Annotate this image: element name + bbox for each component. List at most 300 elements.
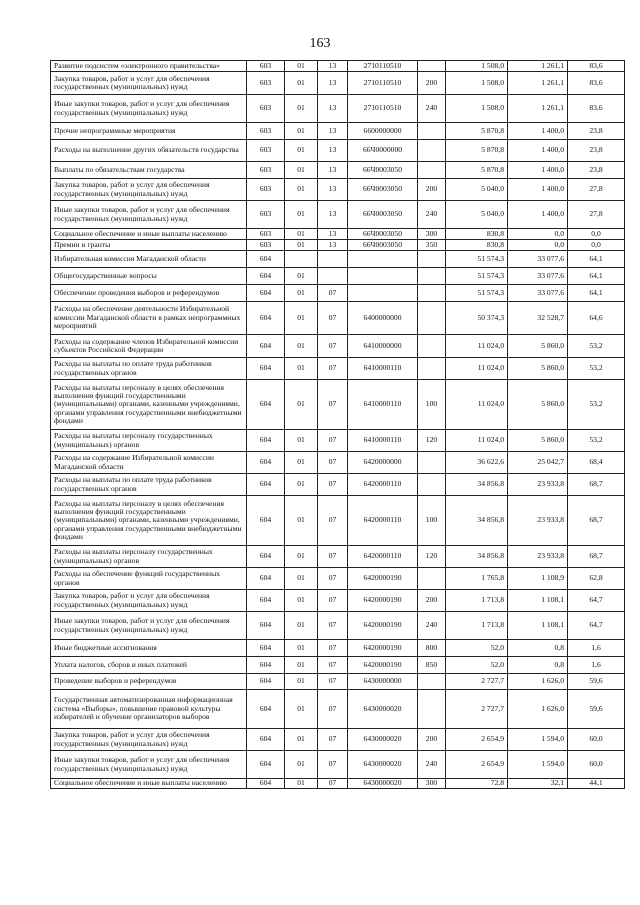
row-actual-amount: 5 860,0 — [508, 380, 568, 430]
row-ved-code: 604 — [247, 657, 285, 674]
row-plan-amount: 52,0 — [446, 640, 508, 657]
table-row — [51, 229, 625, 240]
row-target-article: 6410000000 — [348, 335, 418, 358]
row-section-code: 01 — [285, 751, 318, 779]
row-expense-type: 240 — [418, 612, 446, 640]
row-plan-amount: 830,8 — [446, 240, 508, 251]
row-name: Проведение выборов и референдумов — [51, 674, 247, 690]
row-target-article — [348, 285, 418, 302]
row-subsection-code — [318, 251, 348, 268]
row-name: Развитие подсистем «электронного правительства» — [51, 61, 247, 72]
row-section-code: 01 — [285, 690, 318, 729]
row-plan-amount: 51 574,3 — [446, 268, 508, 285]
row-section-code: 01 — [285, 430, 318, 452]
table-row — [51, 335, 625, 358]
row-plan-amount: 5 870,8 — [446, 162, 508, 179]
row-percent-executed: 68,7 — [568, 496, 625, 546]
row-section-code: 01 — [285, 657, 318, 674]
row-actual-amount: 1 626,0 — [508, 674, 568, 690]
row-target-article: 6420000190 — [348, 590, 418, 612]
table-row — [51, 358, 625, 380]
row-section-code: 01 — [285, 302, 318, 335]
table-row — [51, 95, 625, 123]
row-expense-type — [418, 568, 446, 590]
row-actual-amount: 0,8 — [508, 640, 568, 657]
row-expense-type: 200 — [418, 179, 446, 201]
row-percent-executed: 23,8 — [568, 140, 625, 162]
row-subsection-code: 07 — [318, 358, 348, 380]
table-row — [51, 285, 625, 302]
row-subsection-code: 07 — [318, 590, 348, 612]
row-name: Закупка товаров, работ и услуг для обеспечения государственных (муниципальных) нужд — [51, 590, 247, 612]
table-row — [51, 123, 625, 140]
row-plan-amount: 1 508,0 — [446, 95, 508, 123]
row-target-article: 66Ч0003050 — [348, 229, 418, 240]
row-percent-executed: 83,6 — [568, 72, 625, 95]
row-actual-amount: 33 077,6 — [508, 268, 568, 285]
row-percent-executed: 27,8 — [568, 201, 625, 229]
row-expense-type — [418, 690, 446, 729]
row-subsection-code: 07 — [318, 674, 348, 690]
row-section-code: 01 — [285, 179, 318, 201]
row-expense-type: 100 — [418, 496, 446, 546]
row-percent-executed: 23,8 — [568, 123, 625, 140]
row-subsection-code: 07 — [318, 430, 348, 452]
row-ved-code: 604 — [247, 568, 285, 590]
row-expense-type: 120 — [418, 430, 446, 452]
row-target-article: 6430000020 — [348, 779, 418, 789]
table-row — [51, 729, 625, 751]
table-row — [51, 201, 625, 229]
row-plan-amount: 1 713,8 — [446, 590, 508, 612]
row-expense-type — [418, 674, 446, 690]
row-expense-type — [418, 335, 446, 358]
row-subsection-code: 07 — [318, 751, 348, 779]
row-target-article: 66Ч0003050 — [348, 240, 418, 251]
row-ved-code: 604 — [247, 380, 285, 430]
row-actual-amount: 23 933,8 — [508, 546, 568, 568]
row-target-article: 6420000190 — [348, 568, 418, 590]
row-percent-executed: 53,2 — [568, 335, 625, 358]
row-subsection-code: 07 — [318, 690, 348, 729]
row-name: Расходы на выплаты персоналу государственных (муниципальных) органов — [51, 430, 247, 452]
row-name: Расходы на содержание Избирательной комиссии Магаданской области — [51, 452, 247, 474]
budget-table — [50, 60, 625, 789]
row-expense-type — [418, 268, 446, 285]
row-actual-amount: 1 108,1 — [508, 612, 568, 640]
row-subsection-code: 07 — [318, 657, 348, 674]
row-expense-type — [418, 123, 446, 140]
row-percent-executed: 53,2 — [568, 430, 625, 452]
row-name: Расходы на выплаты персоналу государственных (муниципальных) органов — [51, 546, 247, 568]
row-section-code: 01 — [285, 358, 318, 380]
row-subsection-code: 07 — [318, 612, 348, 640]
row-percent-executed: 0,0 — [568, 229, 625, 240]
row-percent-executed: 27,8 — [568, 179, 625, 201]
row-target-article: 6420000110 — [348, 474, 418, 496]
row-subsection-code: 07 — [318, 452, 348, 474]
row-subsection-code: 07 — [318, 302, 348, 335]
row-subsection-code: 07 — [318, 546, 348, 568]
row-name: Социальное обеспечение и иные выплаты населению — [51, 229, 247, 240]
row-expense-type: 200 — [418, 590, 446, 612]
row-ved-code: 604 — [247, 729, 285, 751]
table-row — [51, 179, 625, 201]
row-plan-amount: 2 727,7 — [446, 690, 508, 729]
row-section-code: 01 — [285, 612, 318, 640]
row-plan-amount: 50 374,3 — [446, 302, 508, 335]
row-ved-code: 604 — [247, 690, 285, 729]
row-actual-amount: 1 400,0 — [508, 201, 568, 229]
row-target-article: 66Ч0003050 — [348, 201, 418, 229]
row-subsection-code: 13 — [318, 201, 348, 229]
row-percent-executed: 68,7 — [568, 474, 625, 496]
row-section-code: 01 — [285, 95, 318, 123]
row-actual-amount: 1 400,0 — [508, 140, 568, 162]
row-subsection-code: 07 — [318, 496, 348, 546]
row-section-code: 01 — [285, 240, 318, 251]
row-name: Избирательная комиссия Магаданской области — [51, 251, 247, 268]
row-actual-amount: 1 400,0 — [508, 123, 568, 140]
row-expense-type: 300 — [418, 229, 446, 240]
row-percent-executed: 64,7 — [568, 590, 625, 612]
row-ved-code: 603 — [247, 179, 285, 201]
row-target-article: 6420000110 — [348, 496, 418, 546]
row-actual-amount: 1 400,0 — [508, 162, 568, 179]
row-plan-amount: 52,0 — [446, 657, 508, 674]
row-subsection-code: 07 — [318, 335, 348, 358]
row-ved-code: 603 — [247, 201, 285, 229]
row-ved-code: 604 — [247, 751, 285, 779]
row-plan-amount: 5 870,8 — [446, 140, 508, 162]
table-row — [51, 61, 625, 72]
row-section-code: 01 — [285, 229, 318, 240]
row-ved-code: 603 — [247, 95, 285, 123]
row-plan-amount: 5 870,8 — [446, 123, 508, 140]
table-row — [51, 546, 625, 568]
row-target-article: 6420000190 — [348, 657, 418, 674]
row-target-article: 6410000110 — [348, 358, 418, 380]
table-row — [51, 302, 625, 335]
row-subsection-code: 07 — [318, 640, 348, 657]
row-percent-executed: 64,1 — [568, 268, 625, 285]
table-row — [51, 779, 625, 789]
row-name: Расходы на обеспечение функций государственных органов — [51, 568, 247, 590]
row-name: Иные закупки товаров, работ и услуг для обеспечения государственных (муниципальных) нужд — [51, 612, 247, 640]
row-section-code: 01 — [285, 546, 318, 568]
row-actual-amount: 5 860,0 — [508, 430, 568, 452]
row-plan-amount: 2 727,7 — [446, 674, 508, 690]
row-actual-amount: 0,0 — [508, 240, 568, 251]
row-actual-amount: 1 261,1 — [508, 61, 568, 72]
row-actual-amount: 5 860,0 — [508, 335, 568, 358]
row-percent-executed: 1,6 — [568, 640, 625, 657]
table-row — [51, 590, 625, 612]
row-subsection-code: 13 — [318, 61, 348, 72]
row-target-article: 66Ч0003050 — [348, 179, 418, 201]
row-ved-code: 604 — [247, 474, 285, 496]
table-row — [51, 268, 625, 285]
row-target-article: 6420000000 — [348, 452, 418, 474]
row-expense-type: 120 — [418, 546, 446, 568]
row-subsection-code: 13 — [318, 95, 348, 123]
row-expense-type: 100 — [418, 380, 446, 430]
row-actual-amount: 1 261,1 — [508, 95, 568, 123]
table-row — [51, 251, 625, 268]
row-expense-type — [418, 302, 446, 335]
row-percent-executed: 62,8 — [568, 568, 625, 590]
row-percent-executed: 53,2 — [568, 358, 625, 380]
row-section-code: 01 — [285, 162, 318, 179]
row-subsection-code: 13 — [318, 229, 348, 240]
row-actual-amount: 1 261,1 — [508, 72, 568, 95]
row-plan-amount: 1 508,0 — [446, 61, 508, 72]
row-ved-code: 604 — [247, 358, 285, 380]
row-name: Обеспечение проведения выборов и референдумов — [51, 285, 247, 302]
row-percent-executed: 60,0 — [568, 751, 625, 779]
row-expense-type — [418, 61, 446, 72]
row-percent-executed: 68,4 — [568, 452, 625, 474]
row-target-article — [348, 268, 418, 285]
row-plan-amount: 51 574,3 — [446, 285, 508, 302]
row-actual-amount: 33 077,6 — [508, 285, 568, 302]
row-ved-code: 604 — [247, 640, 285, 657]
row-subsection-code: 13 — [318, 140, 348, 162]
row-plan-amount: 51 574,3 — [446, 251, 508, 268]
row-expense-type — [418, 162, 446, 179]
row-expense-type: 300 — [418, 779, 446, 789]
row-percent-executed: 23,8 — [568, 162, 625, 179]
row-ved-code: 604 — [247, 496, 285, 546]
table-row — [51, 657, 625, 674]
table-row — [51, 140, 625, 162]
row-name: Закупка товаров, работ и услуг для обеспечения государственных (муниципальных) нужд — [51, 179, 247, 201]
row-name: Закупка товаров, работ и услуг для обеспечения государственных (муниципальных) нужд — [51, 729, 247, 751]
row-name: Социальное обеспечение и иные выплаты населению — [51, 779, 247, 789]
row-expense-type — [418, 452, 446, 474]
row-subsection-code: 13 — [318, 240, 348, 251]
table-row — [51, 690, 625, 729]
row-percent-executed: 83,6 — [568, 95, 625, 123]
row-expense-type: 240 — [418, 201, 446, 229]
row-section-code: 01 — [285, 201, 318, 229]
table-row — [51, 568, 625, 590]
row-name: Расходы на выплаты персоналу в целях обеспечения выполнения функций государственными (муниципальными) органами, казенными учреждениями, органами управления государственными внебюджетными фондами — [51, 496, 247, 546]
row-percent-executed: 44,1 — [568, 779, 625, 789]
table-row — [51, 380, 625, 430]
row-section-code: 01 — [285, 674, 318, 690]
row-target-article: 6420000190 — [348, 640, 418, 657]
row-target-article: 6430000020 — [348, 751, 418, 779]
table-row — [51, 162, 625, 179]
table-row — [51, 496, 625, 546]
page-number: 163 — [309, 36, 331, 51]
row-target-article: 2710110510 — [348, 61, 418, 72]
row-subsection-code: 07 — [318, 285, 348, 302]
row-plan-amount: 34 856,8 — [446, 474, 508, 496]
row-target-article: 6420000110 — [348, 546, 418, 568]
row-expense-type — [418, 140, 446, 162]
row-subsection-code — [318, 268, 348, 285]
row-plan-amount: 72,8 — [446, 779, 508, 789]
row-actual-amount: 1 594,0 — [508, 729, 568, 751]
row-actual-amount: 32 528,7 — [508, 302, 568, 335]
row-name: Иные бюджетные ассигнования — [51, 640, 247, 657]
row-subsection-code: 13 — [318, 162, 348, 179]
row-name: Выплаты по обязательствам государства — [51, 162, 247, 179]
row-plan-amount: 2 654,9 — [446, 751, 508, 779]
row-plan-amount: 1 765,8 — [446, 568, 508, 590]
row-percent-executed: 0,0 — [568, 240, 625, 251]
row-percent-executed: 64,7 — [568, 612, 625, 640]
row-plan-amount: 1 713,8 — [446, 612, 508, 640]
row-subsection-code: 07 — [318, 568, 348, 590]
row-expense-type: 200 — [418, 729, 446, 751]
row-ved-code: 604 — [247, 590, 285, 612]
row-name: Иные закупки товаров, работ и услуг для обеспечения государственных (муниципальных) нужд — [51, 201, 247, 229]
row-plan-amount: 34 856,8 — [446, 496, 508, 546]
row-plan-amount: 11 024,0 — [446, 335, 508, 358]
row-section-code: 01 — [285, 590, 318, 612]
row-section-code: 01 — [285, 729, 318, 751]
row-ved-code: 604 — [247, 674, 285, 690]
row-section-code: 01 — [285, 140, 318, 162]
row-actual-amount: 1 626,0 — [508, 690, 568, 729]
row-name: Расходы на выплаты персоналу в целях обеспечения выполнения функций государственными (муниципальными) органами, казенными учреждениями, органами управления государственными внебюджетными фондами — [51, 380, 247, 430]
row-expense-type — [418, 358, 446, 380]
row-target-article: 66Ч0003050 — [348, 162, 418, 179]
row-name: Прочие непрограммные мероприятия — [51, 123, 247, 140]
row-target-article: 66Ч0000000 — [348, 140, 418, 162]
row-percent-executed: 83,6 — [568, 61, 625, 72]
row-subsection-code: 07 — [318, 779, 348, 789]
row-section-code: 01 — [285, 123, 318, 140]
row-percent-executed: 59,6 — [568, 674, 625, 690]
row-percent-executed: 53,2 — [568, 380, 625, 430]
table-row — [51, 452, 625, 474]
row-section-code — [285, 251, 318, 268]
row-expense-type: 350 — [418, 240, 446, 251]
row-name: Общегосударственные вопросы — [51, 268, 247, 285]
row-target-article: 6600000000 — [348, 123, 418, 140]
row-plan-amount: 2 654,9 — [446, 729, 508, 751]
row-ved-code: 604 — [247, 302, 285, 335]
row-percent-executed: 68,7 — [568, 546, 625, 568]
row-name: Расходы на обеспечение деятельности Избирательной комиссии Магаданской области в рамках непрограммных мероприятий — [51, 302, 247, 335]
row-actual-amount: 0,8 — [508, 657, 568, 674]
table-row — [51, 430, 625, 452]
row-ved-code: 604 — [247, 452, 285, 474]
row-target-article: 6430000000 — [348, 674, 418, 690]
row-target-article: 2710110510 — [348, 95, 418, 123]
row-section-code: 01 — [285, 568, 318, 590]
row-section-code: 01 — [285, 268, 318, 285]
row-actual-amount: 33 077,6 — [508, 251, 568, 268]
row-section-code: 01 — [285, 72, 318, 95]
row-target-article: 6420000190 — [348, 612, 418, 640]
row-ved-code: 604 — [247, 335, 285, 358]
row-expense-type: 800 — [418, 640, 446, 657]
row-expense-type — [418, 474, 446, 496]
row-actual-amount: 32,1 — [508, 779, 568, 789]
table-row — [51, 674, 625, 690]
row-section-code: 01 — [285, 779, 318, 789]
row-name: Иные закупки товаров, работ и услуг для обеспечения государственных (муниципальных) нужд — [51, 95, 247, 123]
row-target-article: 6410000110 — [348, 380, 418, 430]
table-row — [51, 640, 625, 657]
row-section-code: 01 — [285, 474, 318, 496]
row-section-code: 01 — [285, 285, 318, 302]
row-plan-amount: 11 024,0 — [446, 358, 508, 380]
row-name: Иные закупки товаров, работ и услуг для обеспечения государственных (муниципальных) нужд — [51, 751, 247, 779]
row-ved-code: 604 — [247, 251, 285, 268]
row-actual-amount: 1 594,0 — [508, 751, 568, 779]
row-percent-executed: 59,6 — [568, 690, 625, 729]
row-plan-amount: 11 024,0 — [446, 380, 508, 430]
row-target-article: 6410000110 — [348, 430, 418, 452]
row-actual-amount: 0,0 — [508, 229, 568, 240]
row-name: Премии и гранты — [51, 240, 247, 251]
row-percent-executed: 64,6 — [568, 302, 625, 335]
row-percent-executed: 64,1 — [568, 251, 625, 268]
table-row — [51, 240, 625, 251]
row-actual-amount: 23 933,8 — [508, 496, 568, 546]
row-ved-code: 604 — [247, 268, 285, 285]
row-name: Расходы на содержание членов Избирательной комиссии субъектов Российской Федерации — [51, 335, 247, 358]
table-row — [51, 612, 625, 640]
row-subsection-code: 07 — [318, 474, 348, 496]
row-section-code: 01 — [285, 335, 318, 358]
row-name: Уплата налогов, сборов и иных платежей — [51, 657, 247, 674]
row-ved-code: 603 — [247, 229, 285, 240]
table-row — [51, 72, 625, 95]
row-plan-amount: 5 040,0 — [446, 201, 508, 229]
row-plan-amount: 34 856,8 — [446, 546, 508, 568]
row-section-code: 01 — [285, 380, 318, 430]
row-expense-type: 240 — [418, 751, 446, 779]
row-section-code: 01 — [285, 61, 318, 72]
row-actual-amount: 25 042,7 — [508, 452, 568, 474]
row-plan-amount: 36 622,6 — [446, 452, 508, 474]
table-row — [51, 751, 625, 779]
row-ved-code: 604 — [247, 285, 285, 302]
row-plan-amount: 11 024,0 — [446, 430, 508, 452]
row-section-code: 01 — [285, 496, 318, 546]
row-ved-code: 604 — [247, 430, 285, 452]
row-target-article: 2710110510 — [348, 72, 418, 95]
row-section-code: 01 — [285, 640, 318, 657]
row-ved-code: 603 — [247, 72, 285, 95]
row-plan-amount: 1 508,0 — [446, 72, 508, 95]
row-subsection-code: 13 — [318, 179, 348, 201]
row-expense-type: 240 — [418, 95, 446, 123]
row-name: Закупка товаров, работ и услуг для обеспечения государственных (муниципальных) нужд — [51, 72, 247, 95]
row-ved-code: 604 — [247, 546, 285, 568]
row-plan-amount: 830,8 — [446, 229, 508, 240]
row-percent-executed: 64,1 — [568, 285, 625, 302]
table-row — [51, 474, 625, 496]
row-actual-amount: 1 108,1 — [508, 590, 568, 612]
row-target-article: 6430000020 — [348, 729, 418, 751]
row-plan-amount: 5 040,0 — [446, 179, 508, 201]
row-expense-type: 850 — [418, 657, 446, 674]
row-percent-executed: 1,6 — [568, 657, 625, 674]
row-actual-amount: 1 400,0 — [508, 179, 568, 201]
row-name: Расходы на выплаты по оплате труда работников государственных органов — [51, 358, 247, 380]
row-ved-code: 603 — [247, 240, 285, 251]
row-ved-code: 603 — [247, 123, 285, 140]
row-expense-type: 200 — [418, 72, 446, 95]
